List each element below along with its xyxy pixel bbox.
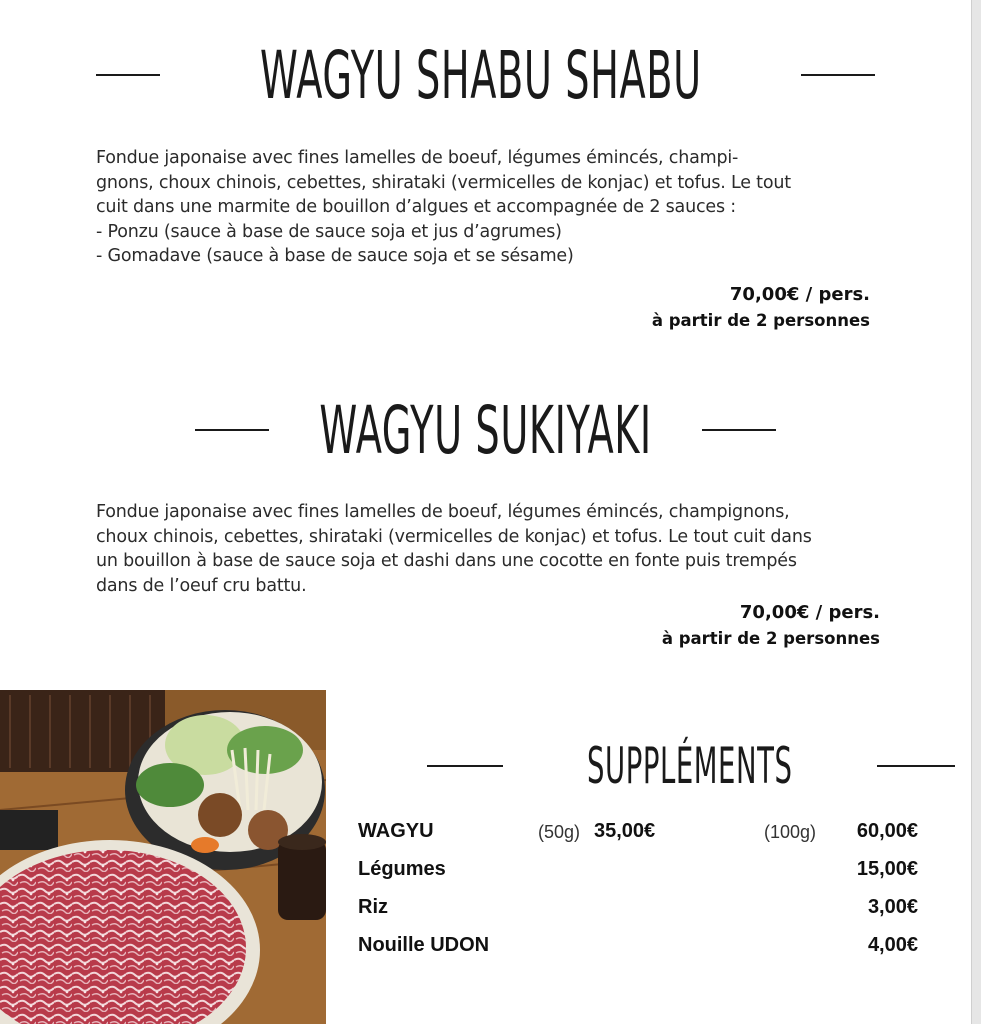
page-edge: [971, 0, 981, 1024]
price-per-person: 70,00€ / pers.: [729, 284, 870, 305]
supplement-qty-large: (100g): [764, 822, 817, 842]
heading-rule-left: [195, 429, 269, 431]
food-photo-illustration: [0, 690, 326, 1024]
supplement-row: [358, 852, 918, 890]
section-title: WAGYU SHABU SHABU: [259, 36, 702, 114]
price-condition: à partir de 2 personnes: [651, 311, 870, 330]
supplement-name: Nouille UDON: [358, 934, 490, 956]
section-price-block: [560, 282, 870, 334]
section-title: WAGYU SUKIYAKI: [319, 391, 652, 469]
supplements-heading: [427, 736, 891, 796]
supplement-price: 4,00€: [867, 934, 918, 956]
heading-rule-right: [801, 74, 875, 76]
heading-rule-left: [96, 74, 160, 76]
food-photo: [0, 690, 326, 1024]
section-price-block: [570, 600, 880, 652]
supplement-qty-small: (50g): [538, 822, 581, 842]
price-per-person: 70,00€ / pers.: [739, 602, 880, 623]
supplement-price: 60,00€: [856, 820, 918, 842]
supplement-price: 15,00€: [856, 858, 918, 880]
section-heading-sukiyaki: [0, 385, 971, 475]
supplement-row: [358, 928, 918, 966]
supplement-name: Riz: [358, 896, 388, 918]
supplements-table: [358, 814, 918, 966]
section-description: Fondue japonaise avec fines lamelles de boeuf, légumes émincés, champi- gnons, choux chinois, cebettes, shirataki (vermicelles de konjac) et tofus. Le tout cuit dans une marmite de bouillon d’algues et accompagnée de 2 sauces : - Ponzu (sauce à base de sauce soja et jus d’agrumes) - Gomadave (sauce à base de sauce soja et se sésame): [96, 148, 791, 266]
supplement-name: Légumes: [358, 858, 446, 880]
supplement-price: 3,00€: [867, 896, 918, 918]
heading-rule-right: [877, 765, 955, 767]
heading-rule-left: [427, 765, 503, 767]
section-description: Fondue japonaise avec fines lamelles de boeuf, légumes émincés, champignons, choux chinois, cebettes, shirataki (vermicelles de konjac) et tofus. Le tout cuit dans un bouillon à base de sauce soja et dashi dans une cocotte en fonte puis trempés dans de l’oeuf cru battu.: [96, 502, 812, 596]
section-heading-shabu: [0, 30, 971, 120]
supplement-price-small: 35,00€: [594, 820, 656, 842]
supplement-row: [358, 814, 918, 852]
supplement-row: [358, 890, 918, 928]
price-condition: à partir de 2 personnes: [661, 629, 880, 648]
supplement-name: WAGYU: [358, 820, 434, 842]
heading-rule-right: [702, 429, 776, 431]
supplements-title: SUPPLÉMENTS: [587, 737, 793, 795]
